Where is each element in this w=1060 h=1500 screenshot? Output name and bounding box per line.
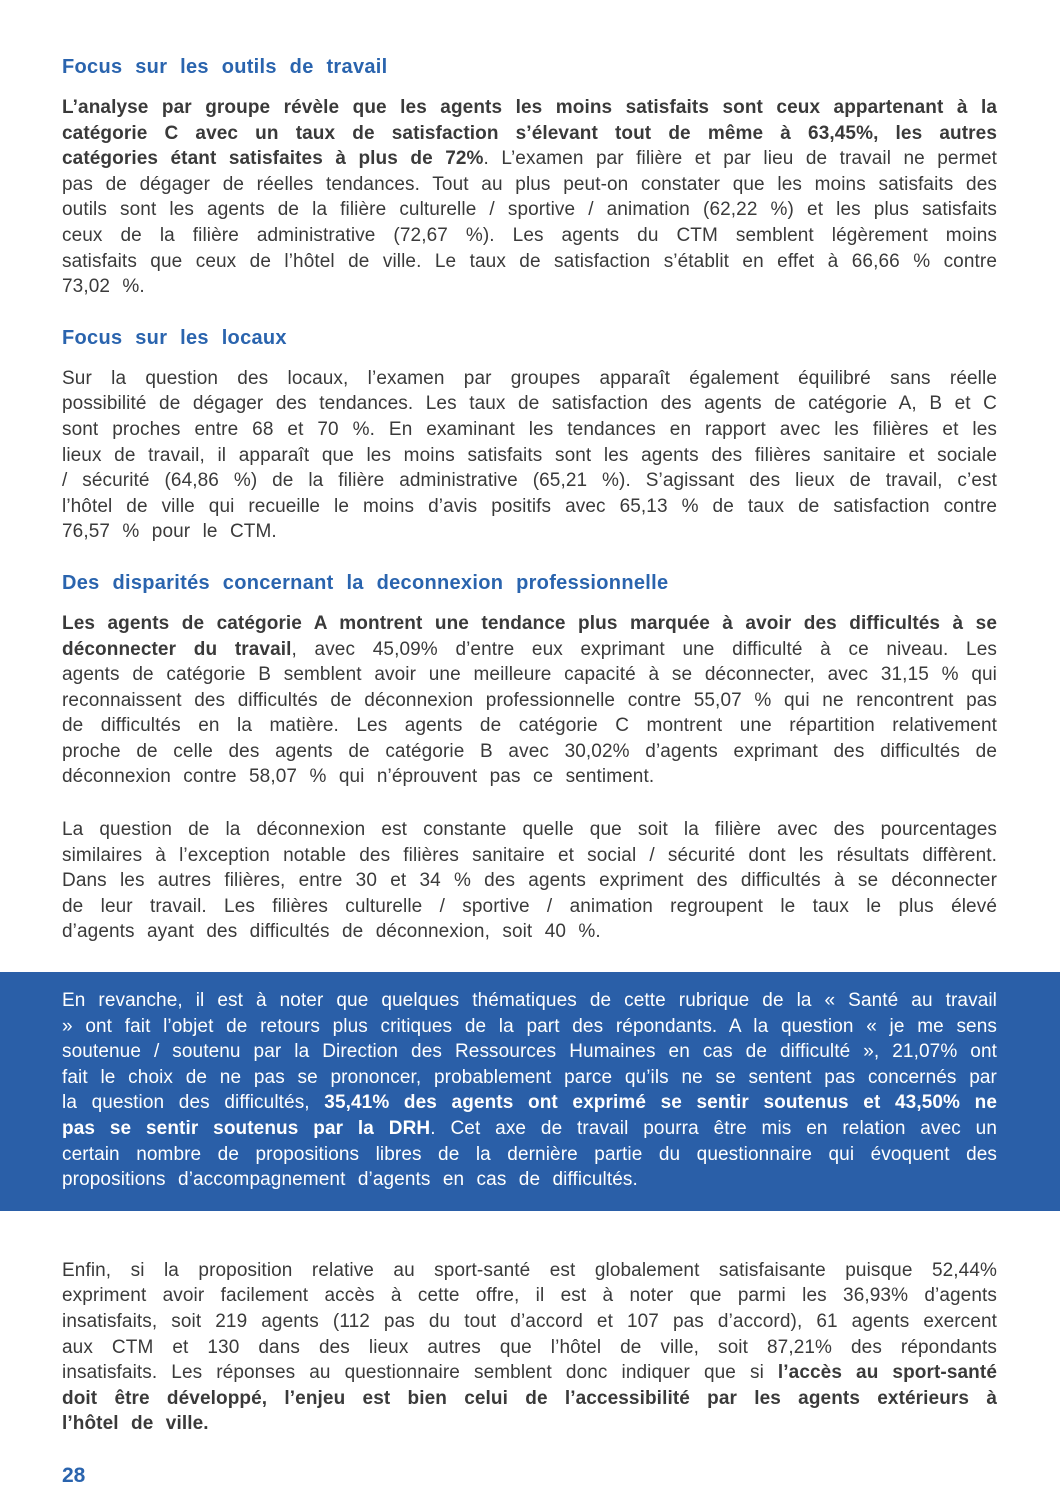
paragraph-deconnexion-body: , avec 45,09% d’entre eux exprimant une difficulté à ce niveau. Les agents de catégorie B semblent avoir une meilleure capacité à se déconnecter, avec 31,15 % qui reconnaissent des difficultés de déconnexion professionnelle contre 55,07 % qui ne rencontrent pas de difficultés en la matière. Les agents de catégorie C montrent une répartition relativement proche de celle des agents de catégorie B avec 30,02% d’agents exprimant des difficultés de déconnexion contre 58,07 % qui n’éprouvent pas ce sentiment. [62,638,997,788]
callout-text-bold: 35,41% des agents ont exprimé se sentir soutenus et 43,50% ne pas se sentir soutenus par la DRH [62,1092,997,1139]
highlight-callout-box [0,972,1060,1211]
section-heading-outils-de-travail: Focus sur les outils de travail [62,56,388,78]
paragraph-sport-sante-body: Enfin, si la proposition relative au sport-santé est globalement satisfaisante puisque 52,44% expriment avoir facilement accès à cette offre, il est à noter que parmi les 36,93% d’agents insatisfaits, soit 219 agents (112 pas du tout d’accord et 107 pas d’accord), 61 agents exercent aux CTM et 130 dans des lieux autres que l’hôtel de ville, soit 87,21% des répondants insatisfaits. Les réponses au questionnaire semblent donc indiquer que si [62,1259,997,1384]
paragraph-sport-sante-bold-end: l’accès au sport-santé doit être développé, l’enjeu est bien celui de l’accessibilité par les agents extérieurs à l’hôtel de ville. [62,1362,997,1435]
paragraph-outils-body: . L’examen par filière et par lieu de travail ne permet pas de dégager de réelles tendances. Tout au plus peut-on constater que les moins satisfaits des outils sont les agents de la filière culturelle / sportive / animation (62,22 %) et les plus satisfaits ceux de la filière administrative (72,67 %). Les agents du CTM semblent légèrement moins satisfaits que ceux de l’hôtel de ville. Le taux de satisfaction s’établit en effet à 66,66 % contre 73,02 %. [62,148,997,298]
paragraph-sport-sante [62,1258,997,1437]
paragraph-deconnexion-filieres: La question de la déconnexion est constante quelle que soit la filière avec des pourcentages similaires à l’exception notable des filières sanitaire et social / sécurité dont les résultats diffèrent. Dans les autres filières, entre 30 et 34 % des agents expriment des difficultés à se déconnecter de leur travail. Les filières culturelle / sportive / animation regroupent le taux le plus élevé d’agents ayant des difficultés de déconnexion, soit 40 %. [62,819,997,943]
callout-text-post: . Cet axe de travail pourra être mis en relation avec un certain nombre de propositions libres de la dernière partie du questionnaire qui évoquent des propositions d’accompagnement d’agents en cas de difficultés. [62,1118,997,1191]
callout-paragraph [62,988,997,1193]
section-heading-deconnexion: Des disparités concernant la deconnexion professionnelle [62,571,669,594]
page-number: 28 [62,1463,86,1487]
paragraph-locaux: Sur la question des locaux, l’examen par groupes apparaît également équilibré sans réelle possibilité de dégager des tendances. Les taux de satisfaction des agents de catégorie A, B et C sont proches entre 68 et 70 %. En examinant les tendances en rapport avec les filières et les lieux de travail, il apparaît que les moins satisfaits sont les agents des filières sanitaire et sociale / sécurité (64,86 %) de la filière administrative (65,21 %). S’agissant des lieux de travail, c’est l’hôtel de ville qui recueille le moins d’avis positifs avec 65,13 % de taux de satisfaction contre 76,57 % pour le CTM. [62,367,997,543]
paragraph-outils-bold-lead: L’analyse par groupe révèle que les agents les moins satisfaits sont ceux appartenant à la catégorie C avec un taux de satisfaction s’élevant tout de même à 63,45%, les autres catégories étant satisfaites à plus de 72% [62,97,997,170]
paragraph-outils [62,95,997,300]
section-heading-locaux: Focus sur les locaux [62,326,287,349]
paragraph-deconnexion-bold-lead: Les agents de catégorie A montrent une tendance plus marquée à avoir des difficultés à se déconnecter du travail [62,612,997,660]
paragraph-deconnexion-categories [62,611,997,790]
callout-text-pre: En revanche, il est à noter que quelques thématiques de cette rubrique de la « Santé au travail » ont fait l’objet de retours plus critiques de la part des répondants. A la question « je me sens soutenue / soutenu par la Direction des Ressources Humaines en cas de difficulté », 21,07% ont fait le choix de ne pas se prononcer, probablement parce qu’ils ne se sentent pas concernés par la question des difficultés, [62,990,997,1114]
content-lower [0,1258,1060,1488]
